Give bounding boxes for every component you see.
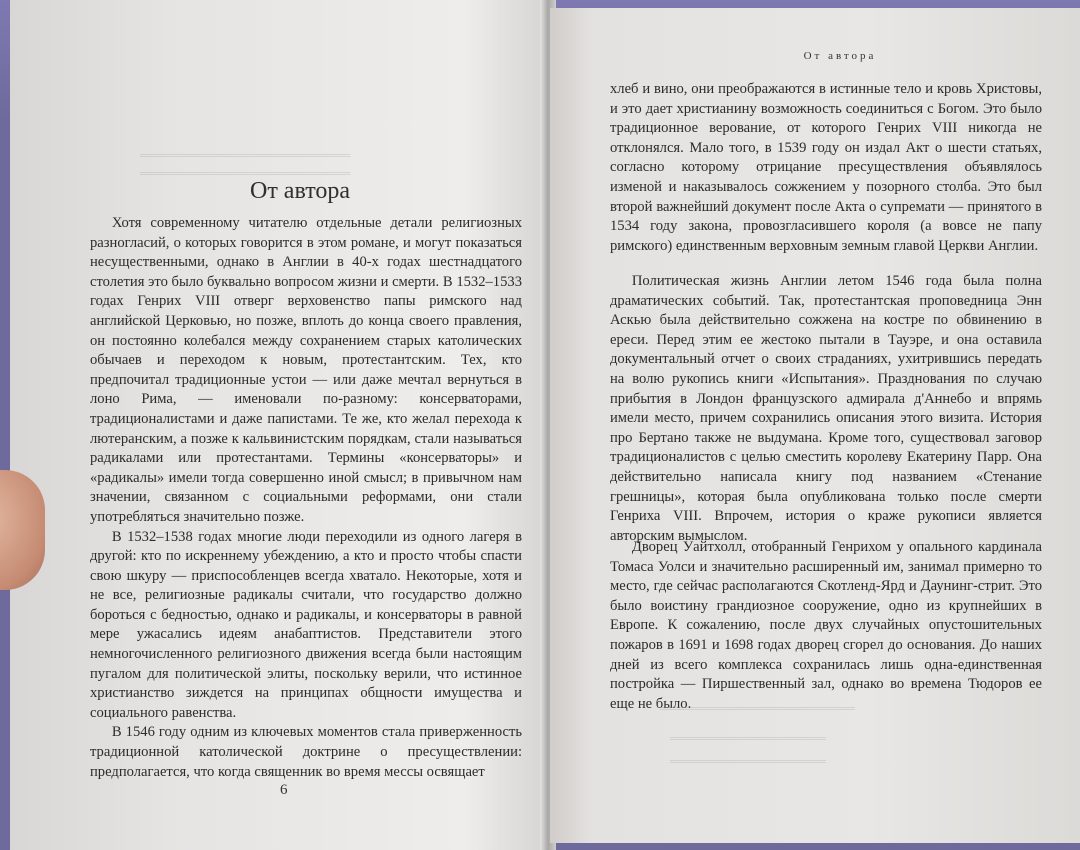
paragraph: Хотя современному читателю отдельные детали религиозных разногласий, о которых говорится в этом романе, и могут показаться несущественными, однако в Англии в 40-х годах шестнадцатого столетия это было буквально вопросом жизни и смерти. В 1532–1533 годах Генрих VIII отверг верховенство папы римского над английской Церковью, но позже, вплоть до конца своего правления, он постоянно колебался между сохранением старых католических обычаев и переходом к новым, протестантским. Тех, кто предпочитал традиционные устои — или даже мечтал вернуться в лоно Рима, — именовали по-разному: консерваторами, традиционалистами и даже папистами. Те же, кто желал перехода к лютеранским, а позже к кальвинистским порядкам, стали называться радикалами или протестантами. Термины «консерваторы» и «радикалы» имели тогда совершенно иной смысл; в привычном нам значении, связанном с социальными реформами, они стали употребляться значительно позже. [90, 215, 522, 525]
paragraph: Дворец Уайтхолл, отобранный Генрихом у опального кардинала Томаса Уолси и значительно расширенный им, занимал примерно то место, где сейчас располагаются Скотленд-Ярд и Даунинг-стрит. Это было воистину грандиозное сооружение, одно из крупнейших в Европе. К сожалению, после двух случайных опустошительных пожаров в 1691 и 1698 годах дворец сгорел до основания. До наших дней из всего комплекса сохранилась лишь одна-единственная постройка — Пиршественный зал, однако во времена Тюдоров ее еще не было. [610, 539, 1042, 712]
right-page-block-1 [610, 80, 1042, 256]
paragraph: хлеб и вино, они преображаются в истинные тело и кровь Христовы, и это дает христианину возможность соединиться с Богом. Это было традиционное верование, от которого Генрих VIII никогда не отклонялся. Мало того, в 1539 году он издал Акт о шести статьях, согласно которому отрицание пресуществления объявлялось изменой и наказывалось сожжением у позорного столба. Это был второй важнейший документ после Акта о супремати — принятого в 1534 году закона, провозгласившего короля (а вовсе не папу римского) единственным верховным земным главой Церкви Англии. [610, 81, 1042, 254]
left-page [10, 0, 545, 850]
show-through-text: ════════════════════ [670, 756, 826, 768]
running-head: От автора [803, 50, 877, 62]
paragraph: В 1546 году одним из ключевых моментов стала приверженность традиционной католической доктрине о пресуществлении: предполагается, что когда священник во время мессы освящает [90, 724, 522, 780]
left-page-body [90, 214, 522, 782]
show-through-text: ════════════════════ [670, 733, 826, 745]
show-through-text: ═══════════════════════════ [140, 168, 351, 180]
right-page [550, 8, 1080, 843]
page-number: 6 [280, 782, 288, 798]
show-through-text: ═══════════════════════════ [140, 150, 351, 162]
finger-holding-book [0, 470, 45, 590]
right-page-block-2 [610, 272, 1042, 546]
paragraph: В 1532–1538 годах многие люди переходили из одного лагеря в другой: кто по искреннему убеждению, а кто и просто чтобы спасти свою шкуру — приспособленцев всегда хватало. Некоторые, хотя и не все, религиозные радикалы считали, что государство должно бороться с бедностью, однако и радикалы, и консерваторы в равной мере ужасались идеям анабаптистов. Представители этого немногочисленного религиозного движения всегда были настоящим пугалом для политической элиты, поскольку верили, что истинное христианство зиждется на принципах общности имущества и социального равенства. [90, 528, 522, 721]
show-through-text: ═════════════════════════ [660, 703, 855, 715]
paragraph: Политическая жизнь Англии летом 1546 года была полна драматических событий. Так, протестантская проповедница Энн Аскью была действительно сожжена на костре по обвинению в ереси. Перед этим ее жестоко пытали в Тауэре, и она оставила документальный отчет о своих страданиях, ухитрившись передать на волю рукопись книги «Испытания». Празднования по случаю прибытия в Лондон французского адмирала д'Аннебо и впрямь имели место, причем сохранились описания этого визита. История про Бертано также не выдумана. Кроме того, существовал заговор традиционалистов с целью сместить королеву Екатерину Парр. Она действительно написала книгу под названием «Стенание грешницы», которая была опубликована только после смерти Генриха VIII. Впрочем, история о краже рукописи является авторским вымыслом. [610, 273, 1042, 544]
right-page-block-3 [610, 538, 1042, 714]
chapter-heading: От автора [249, 178, 351, 204]
